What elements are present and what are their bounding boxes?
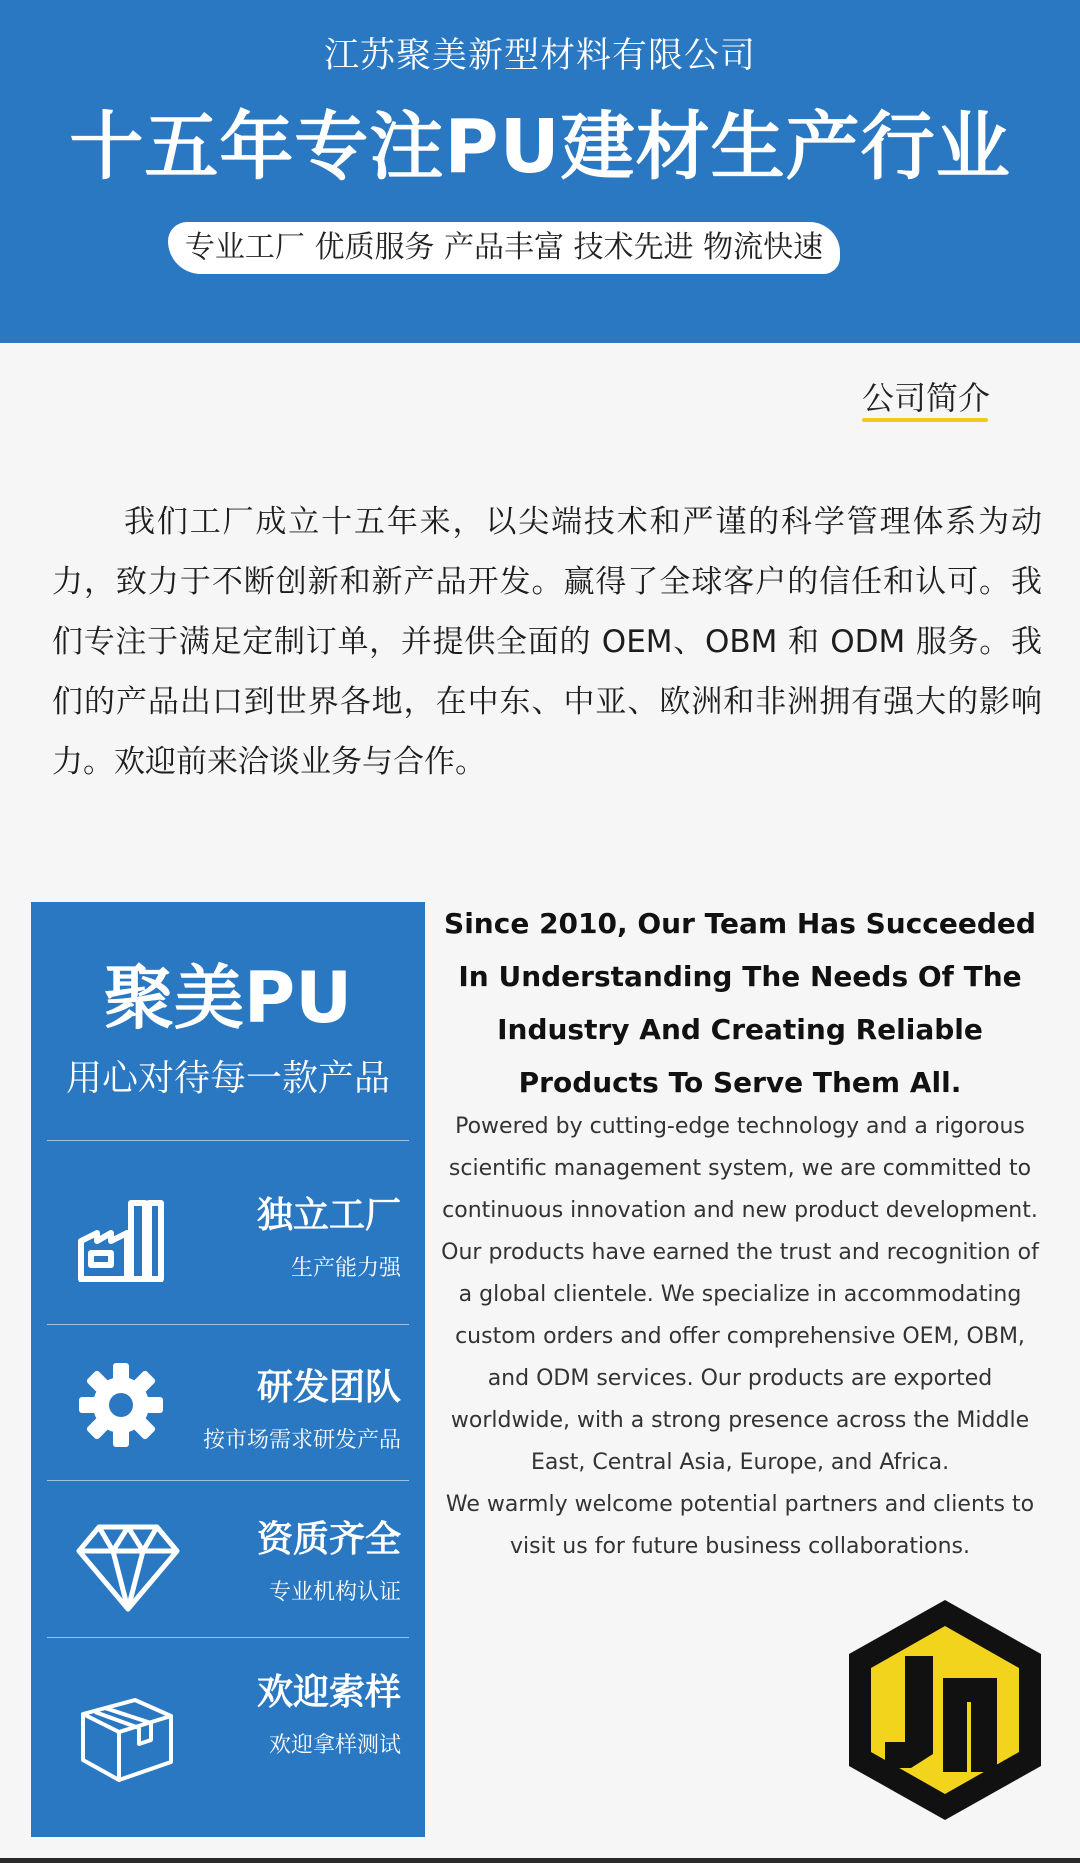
company-logo — [845, 1596, 1045, 1828]
tagline-pill: 专业工厂 优质服务 产品丰富 技术先进 物流快速 — [168, 222, 840, 274]
brand-name: 聚美PU — [103, 957, 353, 1039]
factory-icon — [75, 1195, 167, 1289]
feature-title: 独立工厂 — [256, 1195, 401, 1236]
feature-subtitle: 生产能力强 — [290, 1256, 401, 1281]
feature-item-factory — [47, 1140, 409, 1325]
company-name: 江苏聚美新型材料有限公司 — [323, 36, 756, 76]
english-body: Powered by cutting-edge technology and a rigorous scientific management system, we are committed to continuous innovation and new product development. Our products have earned the trust and recognition of a global clientele. We specialize in accommodating custom orders and offer comprehensive OEM, OBM, and ODM services. Our products are exported worldwide, with a strong presence across the Middle East, Central Asia, Europe, and Africa. — [441, 1114, 1039, 1475]
section-title-underline — [862, 418, 988, 422]
feature-subtitle: 专业机构认证 — [268, 1580, 401, 1605]
feature-subtitle: 欢迎拿样测试 — [268, 1733, 401, 1758]
section-title: 公司简介 — [862, 379, 991, 417]
bottom-divider — [0, 1858, 1080, 1863]
header-banner — [0, 0, 1080, 343]
feature-panel — [31, 902, 425, 1837]
intro-paragraph: 我们工厂成立十五年来，以尖端技术和严谨的科学管理体系为动力，致力于不断创新和新产品开发。赢得了全球客户的信任和认可。我们专注于满足定制订单，并提供全面的 OEM、OBM 和 ODM 服务。我们的产品出口到世界各地，在中东、中亚、欧洲和非洲拥有强大的影响力。欢迎前来洽谈业务与合作。 — [52, 504, 1042, 780]
brand-slogan: 用心对待每一款产品 — [65, 1058, 390, 1099]
feature-title: 资质齐全 — [256, 1519, 401, 1560]
diamond-icon — [75, 1521, 181, 1617]
feature-title: 欢迎索样 — [256, 1672, 401, 1713]
feature-item-samples — [47, 1637, 409, 1818]
feature-subtitle: 按市场需求研发产品 — [202, 1428, 401, 1453]
feature-item-rnd — [47, 1324, 409, 1481]
english-welcome: We warmly welcome potential partners and clients to visit us for future business collaborations. — [445, 1492, 1035, 1559]
english-heading: Since 2010, Our Team Has Succeeded In Understanding The Needs Of The Industry And Creating Reliable Products To Serve Them All. — [444, 907, 1036, 1099]
feature-item-certified — [47, 1480, 409, 1638]
headline: 十五年专注PU建材生产行业 — [69, 104, 1011, 190]
gear-icon — [75, 1359, 167, 1455]
feature-title: 研发团队 — [256, 1367, 401, 1408]
package-icon — [75, 1682, 179, 1790]
